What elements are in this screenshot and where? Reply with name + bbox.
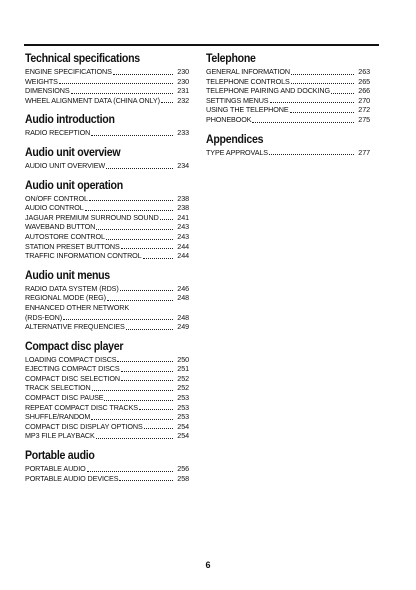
toc-entry[interactable] (25, 374, 189, 384)
dot-leader (144, 427, 173, 429)
dot-leader (91, 418, 173, 420)
dot-leader (59, 82, 173, 84)
page-number: 6 (205, 560, 211, 570)
toc-entry[interactable] (25, 86, 189, 96)
toc-entry-page: 253 (177, 412, 189, 422)
toc-entry-page: 252 (177, 373, 189, 383)
section-heading: Appendices (206, 133, 264, 146)
toc-entry-page: 243 (177, 231, 189, 241)
toc-entry-label: MP3 FILE PLAYBACK (25, 431, 95, 441)
toc-entry[interactable] (25, 393, 189, 403)
toc-entry[interactable] (25, 431, 189, 441)
toc-entry[interactable] (206, 148, 370, 158)
section-heading: Audio unit overview (25, 146, 121, 159)
toc-section-audio-unit-operation (25, 179, 189, 261)
toc-entry-page: 251 (177, 364, 189, 374)
toc-entry-label: ALTERNATIVE FREQUENCIES (25, 322, 125, 332)
toc-entry-page: 263 (358, 67, 370, 76)
dot-leader (126, 328, 173, 330)
dot-leader (91, 134, 173, 136)
toc-section-appendices (206, 133, 370, 158)
toc-entry[interactable] (25, 464, 189, 474)
toc-entry[interactable] (206, 67, 370, 77)
toc-left-column (25, 52, 189, 491)
dot-leader (119, 479, 173, 481)
section-heading: Audio unit operation (25, 179, 123, 192)
toc-entry-page: 230 (177, 67, 189, 76)
toc-entry[interactable] (25, 364, 189, 374)
toc-entry-page: 252 (177, 383, 189, 393)
toc-entry-label: COMPACT DISC PAUSE (25, 393, 104, 403)
toc-entry[interactable] (25, 383, 189, 393)
toc-entry-label: STATION PRESET BUTTONS (25, 241, 120, 251)
toc-entry-label: REGIONAL MODE (REG) (25, 293, 106, 303)
toc-entry-label: SETTINGS MENUS (206, 95, 269, 105)
toc-entry-label: GENERAL INFORMATION (206, 67, 290, 76)
toc-entry-label: ENHANCED OTHER NETWORK (25, 302, 130, 312)
toc-entry-label: SHUFFLE/RANDOM (25, 412, 91, 422)
toc-entry[interactable] (25, 422, 189, 432)
section-heading: Compact disc player (25, 340, 124, 353)
toc-entry-label: PORTABLE AUDIO (25, 464, 86, 474)
dot-leader (121, 247, 173, 249)
section-heading: Technical specifications (25, 53, 140, 65)
toc-entry-page: 254 (177, 431, 189, 441)
toc-entry-label: COMPACT DISC DISPLAY OPTIONS (25, 421, 143, 431)
toc-entry-page: 275 (358, 114, 370, 124)
dot-leader (269, 153, 354, 155)
toc-entry-page: 244 (177, 241, 189, 251)
toc-entry-page: 231 (177, 86, 189, 96)
dot-leader (252, 121, 354, 123)
toc-entry-label: LOADING COMPACT DISCS (25, 354, 117, 364)
dot-leader (161, 101, 173, 103)
toc-entry[interactable] (25, 355, 189, 365)
toc-entry[interactable] (25, 251, 189, 261)
toc-entry[interactable] (206, 77, 370, 87)
toc-entry-page: 254 (177, 421, 189, 431)
dot-leader (270, 101, 355, 103)
toc-entry-page: 241 (177, 212, 189, 222)
toc-entry-label: EJECTING COMPACT DISCS (25, 364, 120, 374)
toc-entry-page: 250 (177, 354, 189, 364)
section-heading: Audio unit menus (25, 269, 110, 282)
toc-entry-label: TRAFFIC INFORMATION CONTROL (25, 251, 142, 261)
toc-entry-label: (RDS-EON) (25, 312, 63, 322)
toc-entry[interactable] (25, 284, 189, 294)
dot-leader (96, 228, 173, 230)
dot-leader (331, 92, 354, 94)
section-heading: Telephone (206, 53, 256, 65)
dot-leader (117, 360, 173, 362)
toc-entry-page: 230 (177, 76, 189, 86)
toc-entry-label: TYPE APPROVALS (206, 147, 268, 157)
dot-leader (96, 437, 173, 439)
toc-entry-label: USING THE TELEPHONE (206, 105, 289, 115)
toc-entry[interactable] (206, 96, 370, 106)
dot-leader (291, 73, 354, 75)
toc-entry[interactable] (25, 313, 189, 323)
dot-leader (104, 399, 173, 401)
toc-section-audio-introduction (25, 113, 189, 138)
dot-leader (121, 370, 173, 372)
toc-entry[interactable] (25, 242, 189, 252)
dot-leader (291, 82, 354, 84)
toc-entry-label: JAGUAR PREMIUM SURROUND SOUND (25, 212, 159, 222)
toc-entry-page: 234 (177, 160, 189, 170)
dot-leader (160, 218, 173, 220)
toc-entry[interactable] (25, 203, 189, 213)
toc-entry-page: 258 (177, 473, 189, 483)
toc-entry-page: 256 (177, 464, 189, 474)
toc-entry-label: PORTABLE AUDIO DEVICES (25, 473, 119, 483)
toc-entry-page: 253 (177, 393, 189, 403)
dot-leader (139, 408, 173, 410)
toc-entry-label: AUDIO UNIT OVERVIEW (25, 160, 106, 170)
toc-entry-label: WHEEL ALIGNMENT DATA (CHINA ONLY) (25, 95, 160, 105)
dot-leader (63, 318, 173, 320)
section-heading: Portable audio (25, 450, 95, 463)
toc-entry[interactable] (206, 86, 370, 96)
toc-entry[interactable] (25, 161, 189, 171)
toc-entry[interactable] (25, 213, 189, 223)
toc-entry-page: 233 (177, 128, 189, 138)
toc-entry[interactable] (25, 222, 189, 232)
toc-entry-label: RADIO RECEPTION (25, 128, 91, 138)
toc-entry-page: 266 (358, 86, 370, 96)
toc-entry[interactable] (25, 293, 189, 303)
dot-leader (85, 209, 173, 211)
toc-section-portable-audio (25, 449, 189, 483)
toc-entry-page: 277 (358, 147, 370, 157)
dot-leader (121, 379, 173, 381)
toc-entry[interactable] (206, 115, 370, 125)
dot-leader (92, 389, 173, 391)
toc-entry[interactable] (25, 322, 189, 332)
toc-entry[interactable] (25, 96, 189, 106)
toc-entry[interactable] (25, 412, 189, 422)
toc-entry[interactable] (25, 474, 189, 484)
toc-entry-page: 244 (177, 251, 189, 261)
toc-entry[interactable] (25, 232, 189, 242)
toc-entry[interactable] (25, 194, 189, 204)
toc-entry-page: 249 (177, 322, 189, 332)
toc-section-audio-unit-menus (25, 269, 189, 332)
toc-entry-label: AUTOSTORE CONTROL (25, 231, 105, 241)
toc-entry-page: 246 (177, 283, 189, 293)
dot-leader (106, 167, 173, 169)
toc-entry[interactable] (25, 77, 189, 87)
toc-entry[interactable] (206, 105, 370, 115)
dot-leader (87, 470, 173, 472)
toc-entry-page: 253 (177, 402, 189, 412)
toc-entry-label: RADIO DATA SYSTEM (RDS) (25, 283, 119, 293)
dot-leader (120, 289, 173, 291)
toc-entry-page: 265 (358, 76, 370, 86)
toc-entry-label: DIMENSIONS (25, 86, 70, 96)
toc-entry-page: 238 (177, 203, 189, 213)
toc-entry-label: ENGINE SPECIFICATIONS (25, 67, 112, 76)
toc-entry-label: TELEPHONE CONTROLS (206, 76, 290, 86)
toc-entry[interactable] (25, 403, 189, 413)
toc-entry-label: TELEPHONE PAIRING AND DOCKING (206, 86, 330, 96)
toc-entry-page: 238 (177, 193, 189, 203)
toc-entry-label: ON/OFF CONTROL (25, 193, 88, 203)
toc-entry-label: COMPACT DISC SELECTION (25, 373, 120, 383)
toc-section-telephone (206, 52, 370, 125)
toc-entry[interactable] (25, 67, 189, 77)
toc-entry-label: TRACK SELECTION (25, 383, 91, 393)
toc-entry[interactable] (25, 303, 189, 313)
dot-leader (113, 73, 173, 75)
dot-leader (107, 299, 173, 301)
toc-entry-label: AUDIO CONTROL (25, 203, 84, 213)
section-heading: Audio introduction (25, 114, 115, 127)
toc-right-column (206, 52, 370, 165)
toc-section-technical-specifications (25, 52, 189, 105)
dot-leader (290, 111, 354, 113)
top-rule (24, 44, 379, 46)
toc-entry-page: 232 (177, 95, 189, 105)
toc-entry-page: 248 (177, 312, 189, 322)
dot-leader (89, 199, 173, 201)
toc-entry-label: WEIGHTS (25, 76, 58, 86)
toc-entry-label: PHONEBOOK (206, 114, 252, 124)
toc-entry-page: 272 (358, 105, 370, 115)
toc-entry-page: 248 (177, 293, 189, 303)
toc-entry-label: REPEAT COMPACT DISC TRACKS (25, 402, 138, 412)
dot-leader (71, 92, 173, 94)
dot-leader (106, 238, 173, 240)
toc-section-audio-unit-overview (25, 146, 189, 171)
toc-entry[interactable] (25, 128, 189, 138)
toc-entry-label: WAVEBAND BUTTON (25, 222, 96, 232)
toc-section-compact-disc-player (25, 340, 189, 441)
toc-entry-page: 243 (177, 222, 189, 232)
dot-leader (143, 257, 173, 259)
toc-entry-page: 270 (358, 95, 370, 105)
